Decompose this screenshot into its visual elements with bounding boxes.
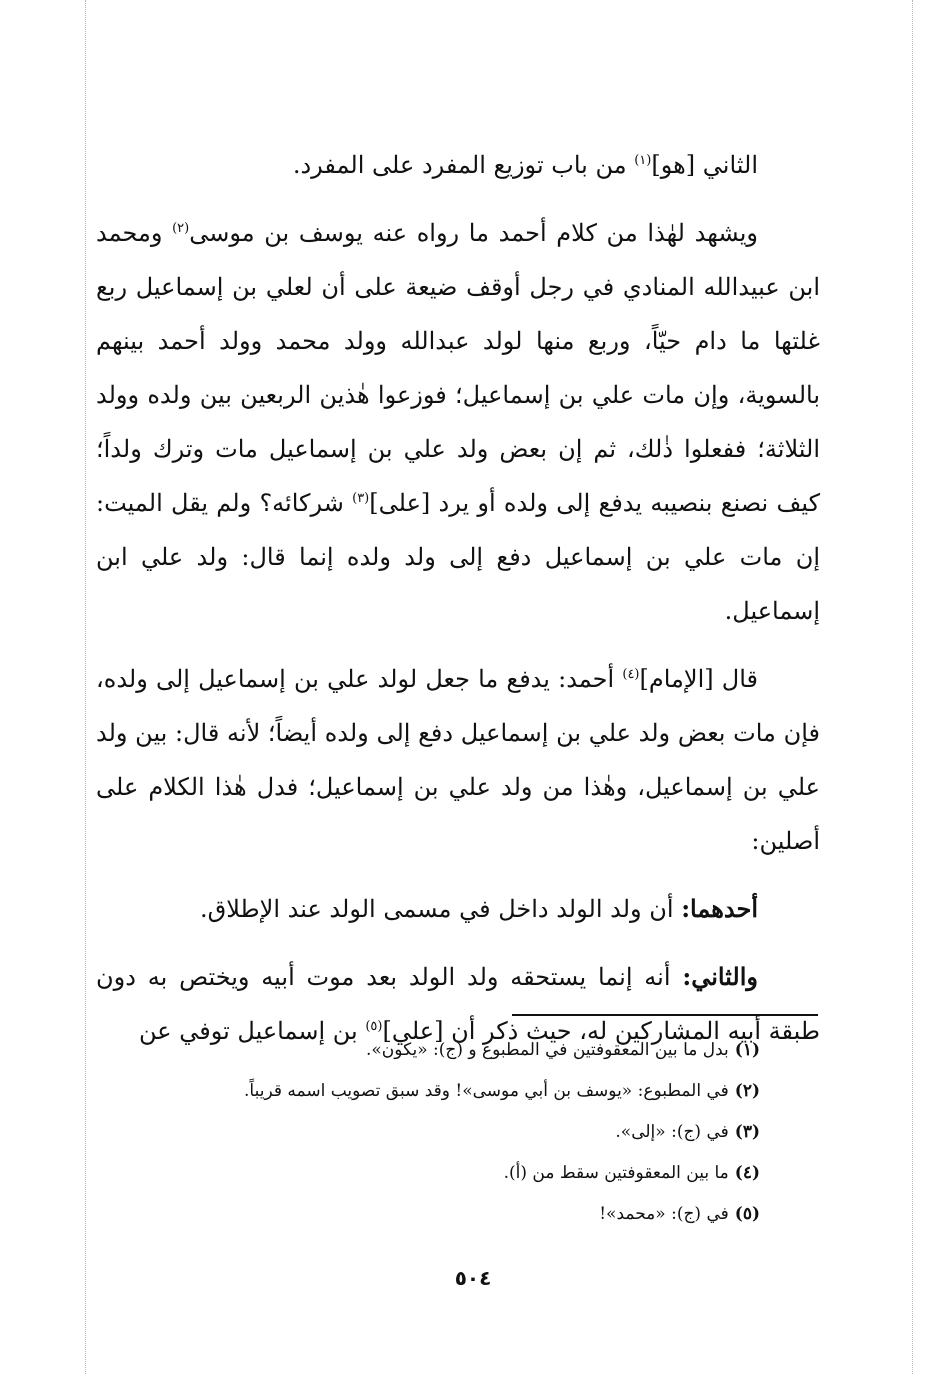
footnote-ref-5: (٥) xyxy=(365,1019,383,1034)
footnote-4 xyxy=(120,1153,760,1194)
paragraph-5-lead: والثاني: xyxy=(682,962,758,991)
scan-margin-dots-right xyxy=(912,0,913,1374)
paragraph-1-rest: من باب توزيع المفرد على المفرد. xyxy=(292,151,635,179)
footnote-5-text: في (ج): «محمد»! xyxy=(599,1204,729,1224)
paragraph-2-rest: ومحمد ابن عبيدالله المنادي في رجل أوقف ضيعة على أن لعلي بن إسماعيل ربع غلتها ما دام حيّاً، وربع منها لولد عبدالله وولد محمد وولد أحمد بينهم بالسوية، وإن مات علي بن إسماعيل؛ فوزعوا هٰذين الربعين بين ولده وولد الثلاثة؛ ففعلوا ذٰلك، ثم إن بعض ولد علي بن إسماعيل مات وترك ولداً؛ كيف نصنع بنصيبه يدفع إلى ولده أو يرد [على] xyxy=(96,219,820,517)
footnote-2-number: (٢) xyxy=(734,1081,760,1101)
footnote-5 xyxy=(120,1194,760,1235)
footnotes xyxy=(120,1030,760,1235)
footnote-1-number: (١) xyxy=(734,1040,760,1060)
footnote-ref-3: (٣) xyxy=(352,491,370,506)
paragraph-3-rest: أحمد: يدفع ما جعل لولد علي بن إسماعيل إلى ولده، فإن مات بعض ولد علي بن إسماعيل دفع إلى ولده أيضاً؛ لأنه قال: بين ولد علي بن إسماعيل، وهٰذا من ولد علي بن إسماعيل؛ فدل هٰذا الكلام على أصلين: xyxy=(96,665,820,855)
footnote-4-text: ما بين المعقوفتين سقط من (أ). xyxy=(503,1163,729,1183)
footnote-3 xyxy=(120,1112,760,1153)
paragraph-4-text: أن ولد الولد داخل في مسمى الولد عند الإطلاق. xyxy=(199,895,682,923)
footnote-2-text: في المطبوع: «يوسف بن أبي موسى»! وقد سبق تصويب اسمه قريباً. xyxy=(244,1081,729,1101)
paragraph-3-text: قال [الإمام] xyxy=(639,665,758,693)
footnote-ref-2: (٢) xyxy=(172,221,190,236)
footnote-1 xyxy=(120,1030,760,1071)
paragraph-2-text: ويشهد لهٰذا من كلام أحمد ما رواه عنه يوسف بن موسى xyxy=(189,219,759,247)
footnote-separator xyxy=(512,1014,818,1016)
paragraph-5-text: أنه إنما يستحقه ولد الولد بعد موت أبيه ويختص به دون طبقة أبيه المشاركين له، حيث ذكر أن [علي] xyxy=(96,963,820,1045)
footnote-5-number: (٥) xyxy=(734,1204,760,1224)
paragraph-2-tail: شركائه؟ ولم يقل الميت: إن مات علي بن إسماعيل دفع إلى ولد ولده إنما قال: ولد علي ابن إسماعيل. xyxy=(96,489,820,625)
footnote-3-number: (٣) xyxy=(734,1122,760,1142)
paragraph-2 xyxy=(96,206,820,638)
page-number: ٥٠٤ xyxy=(454,1266,492,1290)
scan-margin-dots-left xyxy=(85,0,86,1374)
footnote-ref-4: (٤) xyxy=(622,667,640,682)
footnote-3-text: في (ج): «إلى». xyxy=(615,1122,729,1142)
paragraph-3 xyxy=(96,652,820,868)
footnote-2 xyxy=(120,1071,760,1112)
paragraph-1-text: الثاني [هو] xyxy=(651,151,758,179)
paragraph-4 xyxy=(96,882,820,936)
main-text xyxy=(96,138,820,1072)
paragraph-1 xyxy=(96,138,820,192)
footnote-1-text: بدل ما بين المعقوفتين في المطبوع و (ج): «يكون». xyxy=(366,1040,729,1060)
footnote-4-number: (٤) xyxy=(734,1163,760,1183)
paragraph-4-lead: أحدهما: xyxy=(681,894,758,923)
paragraph-5-rest: بن إسماعيل توفي عن xyxy=(139,1017,366,1045)
footnote-ref-1: (١) xyxy=(634,153,652,168)
